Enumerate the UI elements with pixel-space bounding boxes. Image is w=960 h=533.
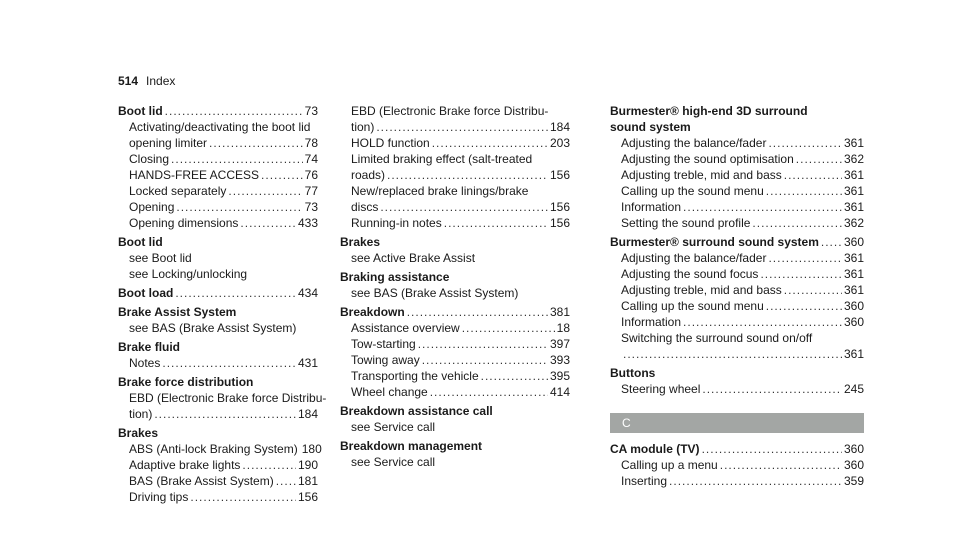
dot-leader bbox=[240, 215, 296, 231]
index-subentry: see Service call bbox=[351, 420, 436, 434]
entry-text: Running-in notes bbox=[351, 216, 442, 230]
dot-leader bbox=[760, 266, 842, 282]
entry-text: Towing away bbox=[351, 353, 420, 367]
index-heading bbox=[340, 304, 570, 320]
entry-text: Wheel change bbox=[351, 385, 428, 399]
page-reference: 414 bbox=[549, 385, 570, 399]
index-subentry: Limited braking effect (salt-treated bbox=[351, 152, 533, 166]
dot-leader bbox=[242, 457, 296, 473]
entry-text: Adjusting treble, mid and bass bbox=[621, 168, 782, 182]
page-reference: 76 bbox=[304, 168, 318, 182]
entry-text: Information bbox=[621, 200, 682, 214]
dot-leader bbox=[432, 135, 548, 151]
page-reference: 184 bbox=[297, 407, 318, 421]
dot-leader bbox=[683, 199, 842, 215]
dot-leader bbox=[821, 234, 842, 250]
page-reference: 181 bbox=[297, 474, 318, 488]
index-subentry: see Service call bbox=[351, 455, 436, 469]
entry-text: Setting the sound profile bbox=[621, 216, 751, 230]
dot-leader bbox=[462, 320, 555, 336]
page-reference: 360 bbox=[843, 442, 864, 456]
index-subentry bbox=[610, 457, 864, 473]
page-header bbox=[118, 74, 175, 88]
entry-text: Locked separately bbox=[129, 184, 227, 198]
index-subentry bbox=[610, 183, 864, 199]
index-heading: Buttons bbox=[610, 366, 656, 380]
dot-leader bbox=[444, 215, 548, 231]
index-subentry bbox=[610, 151, 864, 167]
entry-text: BAS (Brake Assist System) bbox=[129, 474, 274, 488]
dot-leader bbox=[766, 298, 842, 314]
entry-text: Breakdown bbox=[340, 305, 405, 319]
page-reference: 203 bbox=[549, 136, 570, 150]
entry-text: Steering wheel bbox=[621, 382, 701, 396]
index-subentry bbox=[118, 489, 318, 505]
page-section-title: Index bbox=[146, 74, 176, 88]
page-reference: 360 bbox=[843, 235, 864, 249]
index-subentry: see BAS (Brake Assist System) bbox=[129, 321, 297, 335]
index-subentry: Switching the surround sound on/off bbox=[621, 331, 813, 345]
entry-text: Adjusting the sound focus bbox=[621, 267, 759, 281]
entry-text: ABS (Anti-lock Braking System) bbox=[129, 442, 298, 456]
page-reference: 156 bbox=[549, 168, 570, 182]
index-subentry bbox=[610, 266, 864, 282]
index-heading bbox=[610, 234, 864, 250]
page-reference: 397 bbox=[549, 337, 570, 351]
index-subentry bbox=[610, 473, 864, 489]
dot-leader bbox=[165, 103, 303, 119]
index-subentry bbox=[118, 199, 318, 215]
section-letter-heading: C bbox=[610, 413, 864, 433]
page-reference: 156 bbox=[297, 490, 318, 504]
dot-leader bbox=[176, 199, 302, 215]
entry-text: HANDS-FREE ACCESS bbox=[129, 168, 260, 182]
index-heading: Brake Assist System bbox=[118, 305, 237, 319]
page-reference: 73 bbox=[304, 200, 318, 214]
dot-leader bbox=[376, 119, 548, 135]
entry-text: Burmester® surround sound system bbox=[610, 235, 819, 249]
page-reference: 434 bbox=[297, 286, 318, 300]
page-reference: 362 bbox=[843, 152, 864, 166]
dot-leader bbox=[702, 441, 842, 457]
index-subentry bbox=[118, 215, 318, 231]
index-heading: Breakdown management bbox=[340, 439, 483, 453]
entry-text: Calling up the sound menu bbox=[621, 184, 764, 198]
dot-leader bbox=[162, 355, 296, 371]
page-reference: 156 bbox=[549, 200, 570, 214]
page-reference: 359 bbox=[843, 474, 864, 488]
entry-text: Adaptive brake lights bbox=[129, 458, 241, 472]
index-subentry bbox=[118, 183, 318, 199]
dot-leader bbox=[209, 135, 303, 151]
page-number: 514 bbox=[118, 74, 139, 88]
index-heading-continuation: sound system bbox=[610, 120, 691, 134]
entry-text: Notes bbox=[129, 356, 161, 370]
page-reference: 361 bbox=[843, 184, 864, 198]
index-subentry bbox=[340, 336, 570, 352]
page-reference: 360 bbox=[843, 315, 864, 329]
page-reference: 245 bbox=[843, 382, 864, 396]
page-reference: 431 bbox=[297, 356, 318, 370]
page-reference: 433 bbox=[297, 216, 318, 230]
dot-leader bbox=[407, 304, 548, 320]
entry-text: Adjusting treble, mid and bass bbox=[621, 283, 782, 297]
page-reference: 77 bbox=[304, 184, 318, 198]
index-subentry bbox=[610, 282, 864, 298]
page-reference: 156 bbox=[549, 216, 570, 230]
dot-leader bbox=[430, 384, 548, 400]
page-reference: 361 bbox=[843, 267, 864, 281]
page-reference: 78 bbox=[304, 136, 318, 150]
dot-leader bbox=[481, 368, 548, 384]
page-reference: 361 bbox=[843, 136, 864, 150]
index-subentry: Activating/deactivating the boot lid bbox=[129, 120, 311, 134]
entry-text: Driving tips bbox=[129, 490, 189, 504]
page-reference: 361 bbox=[843, 283, 864, 297]
dot-leader bbox=[387, 167, 548, 183]
index-subentry bbox=[118, 473, 318, 489]
index-subentry bbox=[610, 250, 864, 266]
dot-leader bbox=[418, 336, 548, 352]
page-reference: 361 bbox=[843, 168, 864, 182]
index-subentry: see BAS (Brake Assist System) bbox=[351, 286, 519, 300]
index-heading bbox=[118, 103, 318, 119]
index-subentry bbox=[118, 151, 318, 167]
index-subentry bbox=[340, 384, 570, 400]
entry-text: tion) bbox=[129, 407, 153, 421]
page-reference: 360 bbox=[843, 458, 864, 472]
page-reference: 18 bbox=[556, 321, 570, 335]
entry-text: opening limiter bbox=[129, 136, 208, 150]
entry-text: Calling up the sound menu bbox=[621, 299, 764, 313]
dot-leader bbox=[623, 346, 842, 362]
entry-text: Information bbox=[621, 315, 682, 329]
entry-text: Tow-starting bbox=[351, 337, 416, 351]
index-column-2 bbox=[340, 103, 570, 470]
dot-leader bbox=[228, 183, 302, 199]
index-heading: Brake force distribution bbox=[118, 375, 254, 389]
page-reference: 74 bbox=[304, 152, 318, 166]
page-reference: 395 bbox=[549, 369, 570, 383]
entry-text: Adjusting the balance/fader bbox=[621, 251, 767, 265]
dot-leader bbox=[669, 473, 842, 489]
entry-text: HOLD function bbox=[351, 136, 430, 150]
dot-leader bbox=[784, 167, 842, 183]
page-reference: 190 bbox=[297, 458, 318, 472]
index-subentry bbox=[340, 135, 570, 151]
dot-leader bbox=[175, 285, 296, 301]
index-subentry bbox=[118, 135, 318, 151]
index-subentry bbox=[118, 406, 318, 422]
dot-leader bbox=[768, 135, 842, 151]
index-subentry: New/replaced brake linings/brake bbox=[351, 184, 529, 198]
index-heading: Brakes bbox=[118, 426, 159, 440]
dot-leader bbox=[720, 457, 842, 473]
index-subentry bbox=[610, 199, 864, 215]
index-subentry: see Locking/unlocking bbox=[129, 267, 248, 281]
index-subentry bbox=[340, 199, 570, 215]
index-subentry bbox=[340, 320, 570, 336]
dot-leader bbox=[276, 473, 296, 489]
page-reference: 361 bbox=[843, 200, 864, 214]
entry-text: discs bbox=[351, 200, 379, 214]
dot-leader bbox=[796, 151, 842, 167]
entry-text: Adjusting the sound optimisation bbox=[621, 152, 794, 166]
dot-leader bbox=[380, 199, 548, 215]
entry-text: Closing bbox=[129, 152, 170, 166]
index-subentry bbox=[340, 167, 570, 183]
index-subentry bbox=[118, 441, 322, 457]
index-column-3 bbox=[610, 103, 864, 489]
index-heading bbox=[610, 441, 864, 457]
index-subentry: see Boot lid bbox=[129, 251, 192, 265]
index-subentry bbox=[610, 135, 864, 151]
entry-text: Opening dimensions bbox=[129, 216, 239, 230]
entry-text: roads) bbox=[351, 168, 386, 182]
index-subentry bbox=[118, 355, 318, 371]
index-subentry bbox=[340, 215, 570, 231]
entry-text: CA module (TV) bbox=[610, 442, 700, 456]
index-heading bbox=[118, 285, 318, 301]
entry-text: Assistance overview bbox=[351, 321, 460, 335]
index-heading: Brake fluid bbox=[118, 340, 181, 354]
dot-leader bbox=[768, 250, 842, 266]
index-subentry bbox=[610, 215, 864, 231]
dot-leader bbox=[683, 314, 842, 330]
dot-leader bbox=[752, 215, 842, 231]
index-subentry bbox=[340, 119, 570, 135]
page-reference: 180 bbox=[301, 442, 322, 456]
dot-leader bbox=[702, 381, 842, 397]
index-subentry bbox=[610, 298, 864, 314]
page-reference: 381 bbox=[549, 305, 570, 319]
index-subentry bbox=[610, 167, 864, 183]
page-reference: 360 bbox=[843, 299, 864, 313]
dot-leader bbox=[190, 489, 296, 505]
dot-leader bbox=[171, 151, 303, 167]
entry-text: Boot load bbox=[118, 286, 174, 300]
index-column-1 bbox=[118, 103, 327, 505]
index-heading: Breakdown assistance call bbox=[340, 404, 493, 418]
index-subentry: see Active Brake Assist bbox=[351, 251, 476, 265]
index-subentry: EBD (Electronic Brake force Distribu- bbox=[351, 104, 549, 118]
entry-text: tion) bbox=[351, 120, 375, 134]
entry-text: Adjusting the balance/fader bbox=[621, 136, 767, 150]
index-heading: Burmester® high-end 3D surround bbox=[610, 104, 808, 118]
page-reference: 361 bbox=[843, 251, 864, 265]
page-reference: 73 bbox=[304, 104, 318, 118]
index-subentry bbox=[610, 346, 864, 362]
entry-text: Inserting bbox=[621, 474, 668, 488]
dot-leader bbox=[422, 352, 548, 368]
page-reference: 362 bbox=[843, 216, 864, 230]
index-heading: Brakes bbox=[340, 235, 381, 249]
entry-text: Boot lid bbox=[118, 104, 163, 118]
index-subentry bbox=[340, 352, 570, 368]
index-subentry bbox=[610, 381, 864, 397]
page-reference: 393 bbox=[549, 353, 570, 367]
page-reference: 184 bbox=[549, 120, 570, 134]
index-heading: Boot lid bbox=[118, 235, 163, 249]
index-subentry bbox=[610, 314, 864, 330]
index-subentry bbox=[340, 368, 570, 384]
entry-text: Transporting the vehicle bbox=[351, 369, 479, 383]
entry-text: Opening bbox=[129, 200, 175, 214]
page-reference: 361 bbox=[843, 347, 864, 361]
entry-text: Calling up a menu bbox=[621, 458, 718, 472]
index-subentry bbox=[118, 167, 318, 183]
dot-leader bbox=[261, 167, 303, 183]
dot-leader bbox=[784, 282, 842, 298]
index-heading: Braking assistance bbox=[340, 270, 450, 284]
index-subentry bbox=[118, 457, 318, 473]
index-subentry: EBD (Electronic Brake force Distribu- bbox=[129, 391, 327, 405]
dot-leader bbox=[154, 406, 296, 422]
dot-leader bbox=[766, 183, 842, 199]
